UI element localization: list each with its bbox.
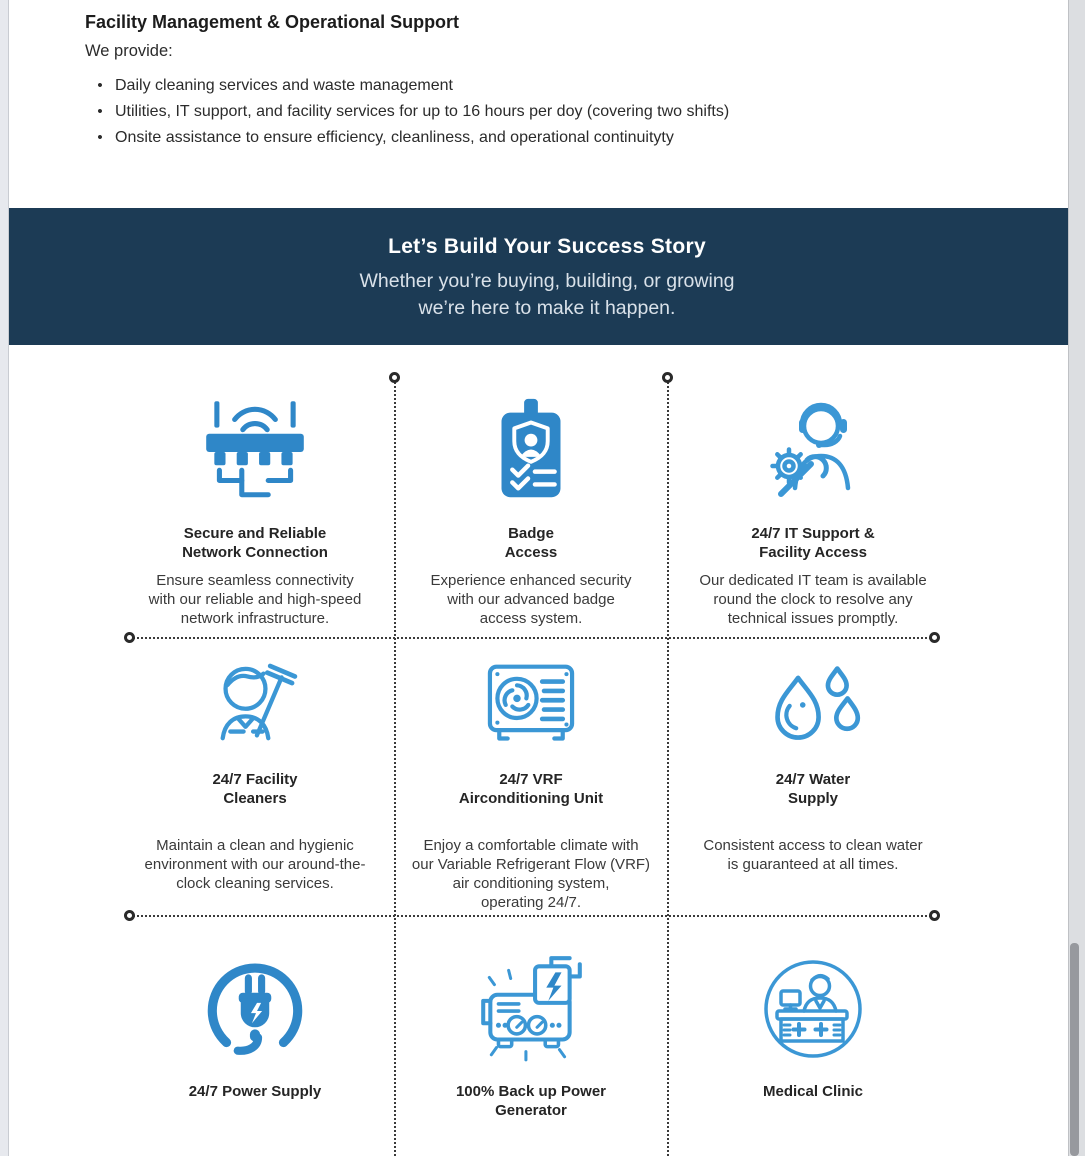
features-grid (0, 345, 1085, 1156)
section-heading: Facility Management & Operational Support (85, 12, 460, 32)
feature-card-network (100, 383, 410, 628)
list-item (85, 73, 985, 99)
banner-title: Let’s Build Your Success Story (388, 235, 706, 258)
feature-title: 24/7 Power Supply (188, 1083, 322, 1100)
feature-title: Badge Access (504, 525, 558, 561)
feature-title: 24/7 VRF Airconditioning Unit (458, 771, 604, 807)
section-intro: We provide: (85, 42, 173, 60)
power-plug-icon (100, 943, 410, 1075)
feature-title: 24/7 IT Support & Facility Access (751, 525, 875, 561)
divider-endpoint-icon (929, 910, 940, 921)
feature-description: Our dedicated IT team is available round the clock to resolve any technical issues promptly. (699, 572, 927, 627)
bullet-icon: • (97, 103, 103, 120)
feature-description: Enjoy a comfortable climate with our Variable Refrigerant Flow (VRF) air conditioning system, operating 24/7. (411, 837, 651, 911)
banner-subtitle-line: Whether you’re buying, building, or growing (359, 270, 735, 292)
scrollbar[interactable] (1068, 0, 1085, 1156)
medical-clinic-icon (661, 943, 965, 1075)
divider-endpoint-icon (389, 372, 400, 383)
feature-card-power (100, 943, 410, 1101)
feature-card-ac (398, 645, 664, 912)
feature-description: Maintain a clean and hygienic environment with our around-the- clock cleaning services. (144, 837, 366, 892)
feature-title: Medical Clinic (762, 1083, 864, 1100)
divider-endpoint-icon (124, 632, 135, 643)
grid-divider-horizontal (130, 915, 935, 917)
feature-card-water (661, 645, 965, 874)
feature-card-cleaners (100, 645, 410, 893)
bullet-icon: • (97, 77, 103, 94)
ac-unit-icon (398, 645, 664, 763)
feature-title: Secure and Reliable Network Connection (182, 525, 328, 561)
divider-endpoint-icon (124, 910, 135, 921)
divider-endpoint-icon (662, 372, 673, 383)
list-item (85, 125, 985, 151)
feature-title: 24/7 Water Supply (775, 771, 851, 807)
feature-title: 100% Back up Power Generator (455, 1083, 607, 1119)
feature-description: Experience enhanced security with our advanced badge access system. (430, 572, 632, 627)
grid-divider-horizontal (130, 637, 935, 639)
feature-card-badge (398, 383, 664, 628)
water-drops-icon (661, 645, 965, 763)
banner-subtitle-line: we’re here to make it happen. (418, 297, 676, 319)
feature-card-generator (398, 943, 664, 1120)
bullet-text: Onsite assistance to ensure efficiency, cleanliness, and operational continuityty (115, 129, 674, 146)
bullet-list (85, 73, 985, 151)
network-router-icon (100, 383, 410, 517)
feature-description: Ensure seamless connectivity with our reliable and high-speed network infrastructure. (148, 572, 362, 627)
list-item (85, 99, 985, 125)
headset-support-icon (661, 383, 965, 517)
scrollbar-thumb[interactable] (1070, 943, 1079, 1156)
feature-title: 24/7 Facility Cleaners (212, 771, 298, 807)
bullet-text: Daily cleaning services and waste management (115, 77, 453, 94)
badge-access-icon (398, 383, 664, 517)
feature-card-clinic (661, 943, 965, 1101)
success-story-banner (9, 208, 1085, 345)
feature-description: Consistent access to clean water is guaranteed at all times. (703, 837, 923, 873)
divider-endpoint-icon (929, 632, 940, 643)
feature-card-it-support (661, 383, 965, 628)
facility-cleaner-icon (100, 645, 410, 763)
bullet-icon: • (97, 129, 103, 146)
facility-management-section (85, 12, 985, 151)
backup-generator-icon (398, 943, 664, 1075)
bullet-text: Utilities, IT support, and facility services for up to 16 hours per doy (covering two shifts) (115, 103, 730, 120)
